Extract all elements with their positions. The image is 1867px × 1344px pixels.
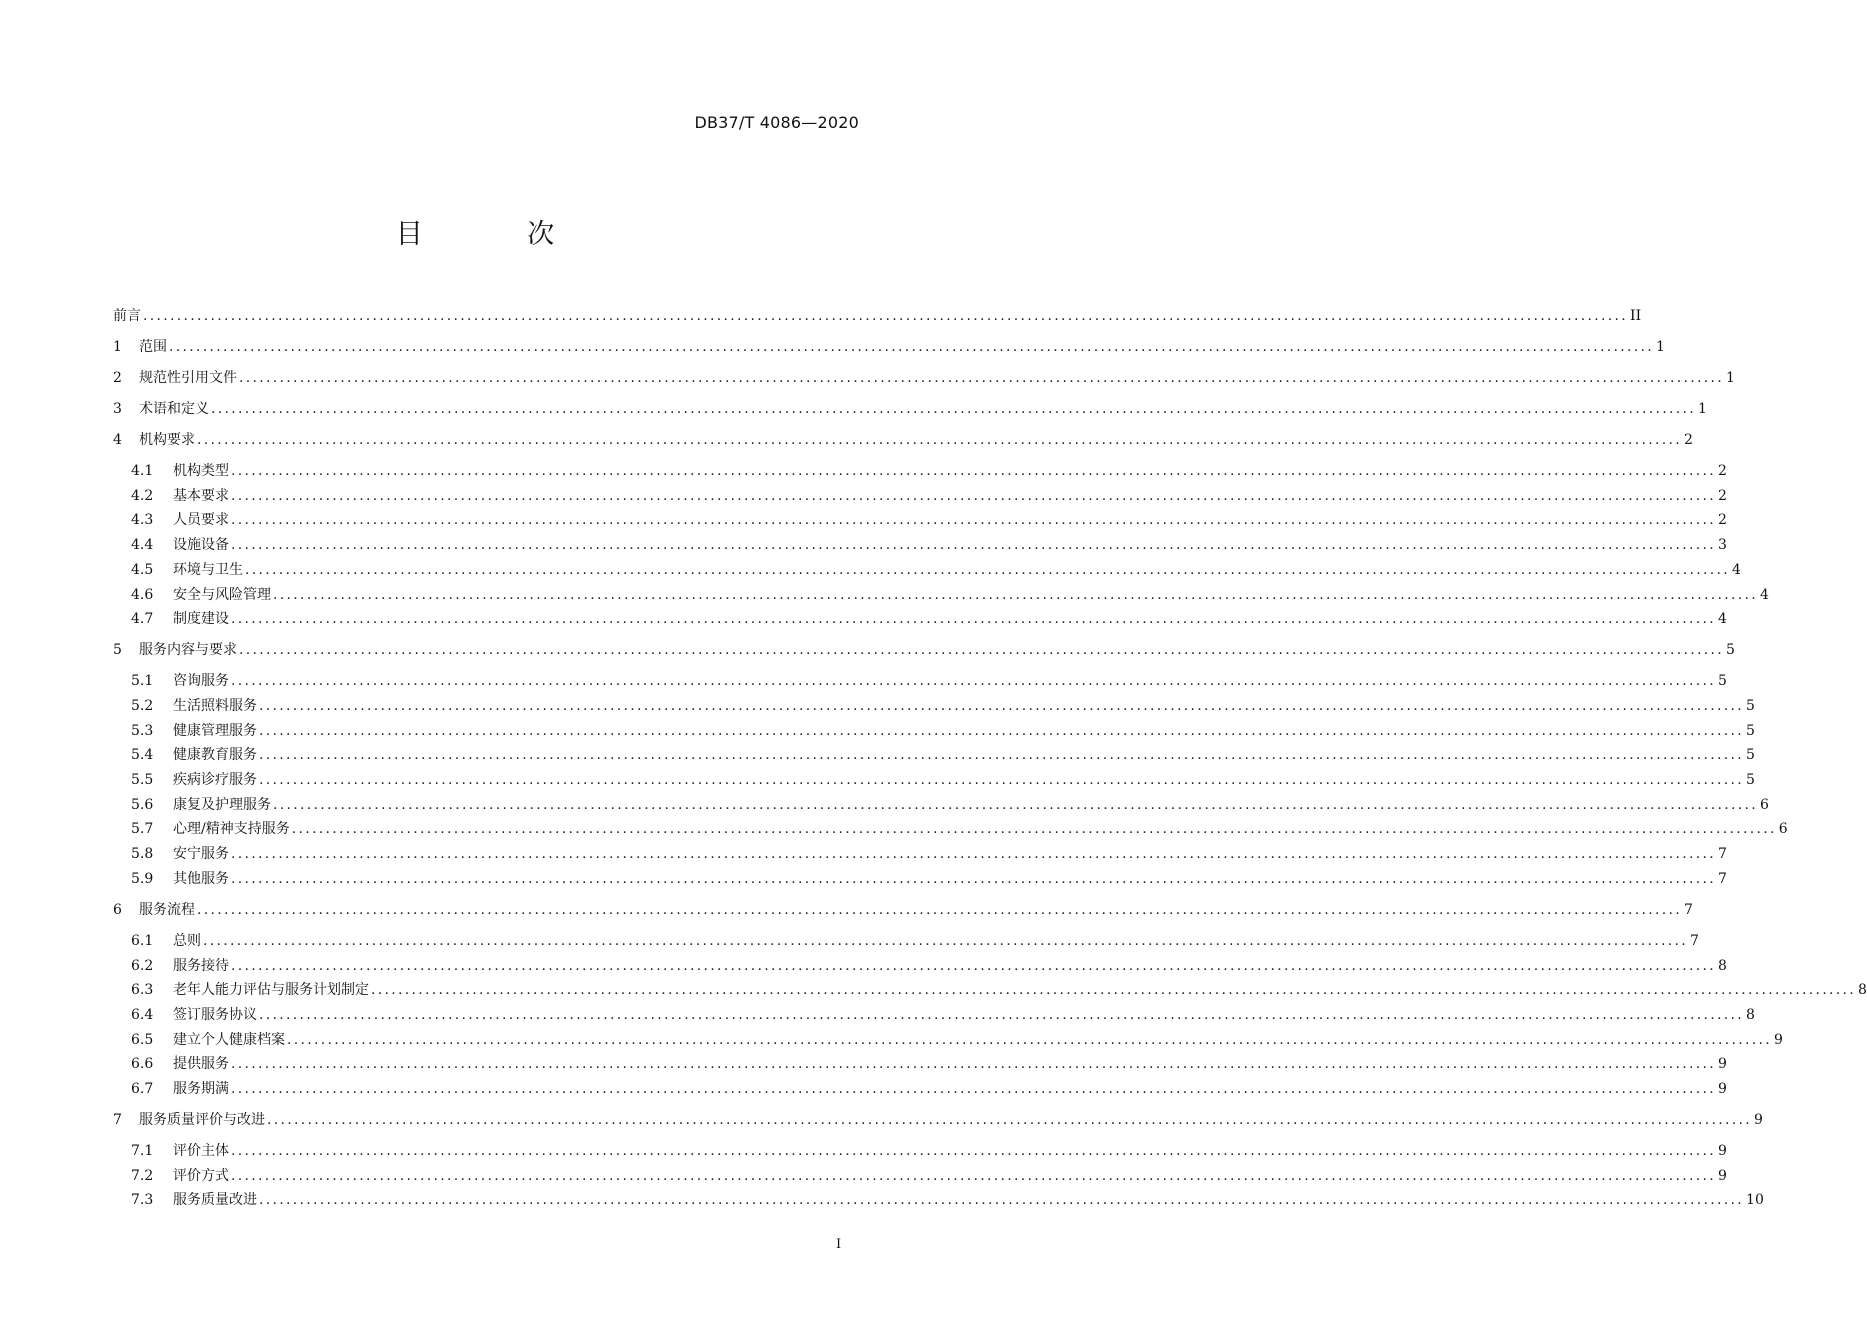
toc-entry-label: 生活照料服务 [173,697,257,714]
toc-entry-label: 前言 [113,308,141,324]
toc-entry-number: 6.2 [131,957,154,974]
toc-entry-label: 安宁服务 [173,846,229,863]
toc-dot-leader: ............................................................................................................................................................................................................................ [231,512,1717,529]
toc-entry-label: 评价方式 [173,1167,229,1184]
toc-entry-number: 5.8 [131,846,154,863]
toc-entry[interactable] [131,482,1727,506]
toc-dot-leader: ............................................................................................................................................................................................................................ [239,642,1725,659]
toc-entry-number: 7.2 [131,1167,154,1184]
toc-entry-number: 4 [113,432,122,448]
toc-entry[interactable] [113,302,1642,326]
toc-entry-label: 范围 [139,339,167,355]
table-of-contents [113,0,1867,1344]
toc-entry[interactable] [131,766,1755,790]
toc-entry[interactable] [131,1001,1755,1025]
toc-dot-leader: ............................................................................................................................................................................................................................ [259,1192,1745,1209]
toc-entry[interactable] [113,333,1665,357]
toc-entry[interactable] [131,531,1727,555]
toc-entry-page: 2 [1718,512,1727,529]
toc-dot-leader: ............................................................................................................................................................................................................................ [231,957,1717,974]
toc-entry-number: 5.9 [131,870,154,887]
toc-entry-number: 7 [113,1112,122,1128]
toc-entry[interactable] [113,364,1735,388]
toc-entry[interactable] [131,1050,1727,1074]
toc-entry-label: 制度建设 [173,611,229,628]
toc-entry[interactable] [131,457,1727,481]
toc-entry[interactable] [131,1186,1764,1210]
toc-dot-leader: ............................................................................................................................................................................................................................ [371,982,1857,999]
toc-dot-leader: ............................................................................................................................................................................................................................ [211,401,1697,417]
toc-entry[interactable] [113,896,1693,920]
toc-entry-number: 5 [113,642,122,659]
toc-entry-number: 5.6 [131,796,154,813]
toc-entry-number: 6.7 [131,1081,154,1097]
toc-entry-label: 疾病诊疗服务 [173,772,257,788]
toc-entry-label: 总则 [173,932,201,949]
toc-entry[interactable] [131,581,1769,605]
toc-entry[interactable] [131,815,1788,839]
toc-entry-page: 9 [1718,1081,1727,1097]
toc-entry-number: 3 [113,401,122,417]
toc-dot-leader: ............................................................................................................................................................................................................................ [197,901,1683,918]
toc-dot-leader: ............................................................................................................................................................................................................................ [231,846,1717,863]
toc-dot-leader: ............................................................................................................................................................................................................................ [231,463,1717,479]
toc-entry-page: 8 [1858,982,1867,999]
toc-dot-leader: ............................................................................................................................................................................................................................ [273,586,1759,603]
toc-entry-label: 其他服务 [173,870,229,887]
toc-entry-number: 5.1 [131,673,154,690]
toc-entry[interactable] [131,506,1727,530]
toc-entry-page: 1 [1698,401,1707,417]
toc-entry-label: 健康教育服务 [173,747,257,764]
toc-dot-leader: ............................................................................................................................................................................................................................ [259,697,1745,714]
document-code: DB37/T 4086—2020 [694,113,859,132]
toc-entry[interactable] [113,426,1693,450]
toc-dot-leader: ............................................................................................................................................................................................................................ [259,772,1745,788]
toc-entry-number: 6.1 [131,932,154,949]
toc-entry-label: 服务内容与要求 [139,642,237,659]
toc-entry-label: 设施设备 [173,537,229,554]
toc-entry-number: 1 [113,339,122,355]
toc-dot-leader: ............................................................................................................................................................................................................................ [231,1081,1717,1097]
toc-entry-label: 康复及护理服务 [173,796,271,813]
toc-entry-page: 9 [1718,1167,1727,1184]
toc-entry[interactable] [131,1075,1727,1099]
toc-entry[interactable] [113,636,1735,660]
toc-entry-label: 服务接待 [173,957,229,974]
toc-dot-leader: ............................................................................................................................................................................................................................ [143,308,1629,324]
toc-entry-page: 6 [1760,796,1769,813]
toc-entry-label: 人员要求 [173,512,229,529]
toc-dot-leader: ............................................................................................................................................................................................................................ [231,673,1717,690]
toc-entry[interactable] [113,1106,1763,1130]
toc-dot-leader: ............................................................................................................................................................................................................................ [231,487,1717,504]
toc-entry-page: 7 [1718,870,1727,887]
toc-entry-page: 5 [1746,747,1755,764]
page-title: 目 次 [395,219,603,250]
toc-entry-number: 4.5 [131,561,154,578]
toc-entry-page: 4 [1732,561,1741,578]
toc-entry-label: 服务质量评价与改进 [139,1112,265,1128]
toc-entry-label: 签订服务协议 [173,1006,257,1023]
toc-entry-label: 服务流程 [139,901,195,918]
toc-entry[interactable] [131,667,1727,691]
toc-entry-page: 5 [1746,772,1755,788]
toc-dot-leader: ............................................................................................................................................................................................................................ [203,932,1689,949]
toc-entry-number: 6.5 [131,1031,154,1048]
toc-entry[interactable] [131,741,1755,765]
toc-dot-leader: ............................................................................................................................................................................................................................ [231,1143,1717,1159]
toc-entry-number: 5.7 [131,821,154,838]
toc-entry[interactable] [113,395,1707,419]
toc-entry-page: 2 [1718,487,1727,504]
toc-dot-leader: ............................................................................................................................................................................................................................ [231,1167,1717,1184]
toc-entry-label: 心理/精神支持服务 [173,821,290,838]
toc-dot-leader: ............................................................................................................................................................................................................................ [231,537,1717,554]
toc-dot-leader: ............................................................................................................................................................................................................................ [291,821,1777,838]
toc-entry[interactable] [131,1026,1783,1050]
toc-entry[interactable] [131,952,1727,976]
toc-entry-number: 4.6 [131,586,154,603]
toc-entry-number: 4.2 [131,487,154,504]
toc-entry-page: 3 [1718,537,1727,554]
toc-entry-page: 9 [1754,1112,1763,1128]
toc-entry-page: 9 [1718,1143,1727,1159]
toc-entry-page: 5 [1726,642,1735,659]
toc-entry-label: 机构要求 [139,432,195,448]
toc-entry-page: 5 [1746,697,1755,714]
toc-entry[interactable] [131,840,1727,864]
toc-entry-number: 5.3 [131,722,154,739]
toc-entry[interactable] [131,1162,1727,1186]
toc-entry-page: 5 [1718,673,1727,690]
toc-entry-label: 咨询服务 [173,673,229,690]
toc-entry[interactable] [131,1137,1727,1161]
toc-entry-page: 7 [1684,901,1693,918]
toc-dot-leader: ............................................................................................................................................................................................................................ [231,611,1717,628]
toc-entry-label: 环境与卫生 [173,561,243,578]
toc-entry-number: 6 [113,901,122,918]
toc-entry[interactable] [131,717,1755,741]
toc-entry-page: 6 [1778,821,1788,838]
toc-entry-label: 服务质量改进 [173,1192,257,1209]
toc-entry-label: 规范性引用文件 [139,370,237,386]
toc-entry-number: 4.7 [131,611,154,628]
toc-dot-leader: ............................................................................................................................................................................................................................ [239,370,1725,386]
toc-entry-label: 术语和定义 [139,401,209,417]
toc-entry-page: 2 [1718,463,1727,479]
toc-entry-label: 基本要求 [173,487,229,504]
toc-dot-leader: ............................................................................................................................................................................................................................ [273,796,1759,813]
toc-entry-label: 老年人能力评估与服务计划制定 [173,982,369,999]
toc-entry-page: 2 [1684,432,1693,448]
toc-dot-leader: ............................................................................................................................................................................................................................ [259,722,1745,739]
page-number: I [836,1237,842,1252]
toc-entry-label: 建立个人健康档案 [173,1031,285,1048]
toc-entry-page: 7 [1690,932,1699,949]
toc-entry-number: 6.3 [131,982,154,999]
toc-entry-number: 7.1 [131,1143,154,1159]
toc-entry-label: 机构类型 [173,463,229,479]
toc-entry-page: II [1630,308,1642,324]
toc-entry-page: 9 [1774,1031,1783,1048]
toc-dot-leader: ............................................................................................................................................................................................................................ [197,432,1683,448]
toc-dot-leader: ............................................................................................................................................................................................................................ [245,561,1731,578]
toc-entry-page: 10 [1746,1192,1764,1209]
toc-entry-number: 5.4 [131,747,154,764]
toc-entry-page: 8 [1746,1006,1755,1023]
toc-entry-page: 5 [1746,722,1755,739]
toc-entry[interactable] [131,927,1699,951]
toc-entry[interactable] [131,791,1769,815]
toc-entry-number: 7.3 [131,1192,154,1209]
toc-dot-leader: ............................................................................................................................................................................................................................ [259,1006,1745,1023]
toc-entry-label: 服务期满 [173,1081,229,1097]
toc-entry-page: 8 [1718,957,1727,974]
toc-entry[interactable] [131,865,1727,889]
toc-dot-leader: ............................................................................................................................................................................................................................ [287,1031,1773,1048]
toc-entry-page: 4 [1760,586,1769,603]
toc-entry-page: 1 [1656,339,1665,355]
toc-entry-number: 4.1 [131,463,154,479]
toc-entry-label: 提供服务 [173,1056,229,1073]
toc-entry-number: 2 [113,370,122,386]
toc-entry-number: 4.3 [131,512,154,529]
toc-entry-number: 6.4 [131,1006,154,1023]
toc-entry-number: 4.4 [131,537,154,554]
toc-entry-label: 安全与风险管理 [173,586,271,603]
toc-entry-page: 7 [1718,846,1727,863]
toc-dot-leader: ............................................................................................................................................................................................................................ [259,747,1745,764]
toc-entry[interactable] [131,692,1755,716]
toc-dot-leader: ............................................................................................................................................................................................................................ [231,1056,1717,1073]
toc-entry-label: 健康管理服务 [173,722,257,739]
toc-entry[interactable] [131,556,1741,580]
toc-entry[interactable] [131,976,1867,1000]
toc-dot-leader: ............................................................................................................................................................................................................................ [267,1112,1753,1128]
toc-entry-page: 4 [1718,611,1727,628]
toc-entry-number: 6.6 [131,1056,154,1073]
toc-entry-number: 5.2 [131,697,154,714]
toc-entry-page: 9 [1718,1056,1727,1073]
toc-entry-number: 5.5 [131,772,154,788]
toc-entry-label: 评价主体 [173,1143,229,1159]
toc-dot-leader: ............................................................................................................................................................................................................................ [231,870,1717,887]
toc-entry-page: 1 [1726,370,1735,386]
toc-entry[interactable] [131,605,1727,629]
toc-dot-leader: ............................................................................................................................................................................................................................ [169,339,1655,355]
